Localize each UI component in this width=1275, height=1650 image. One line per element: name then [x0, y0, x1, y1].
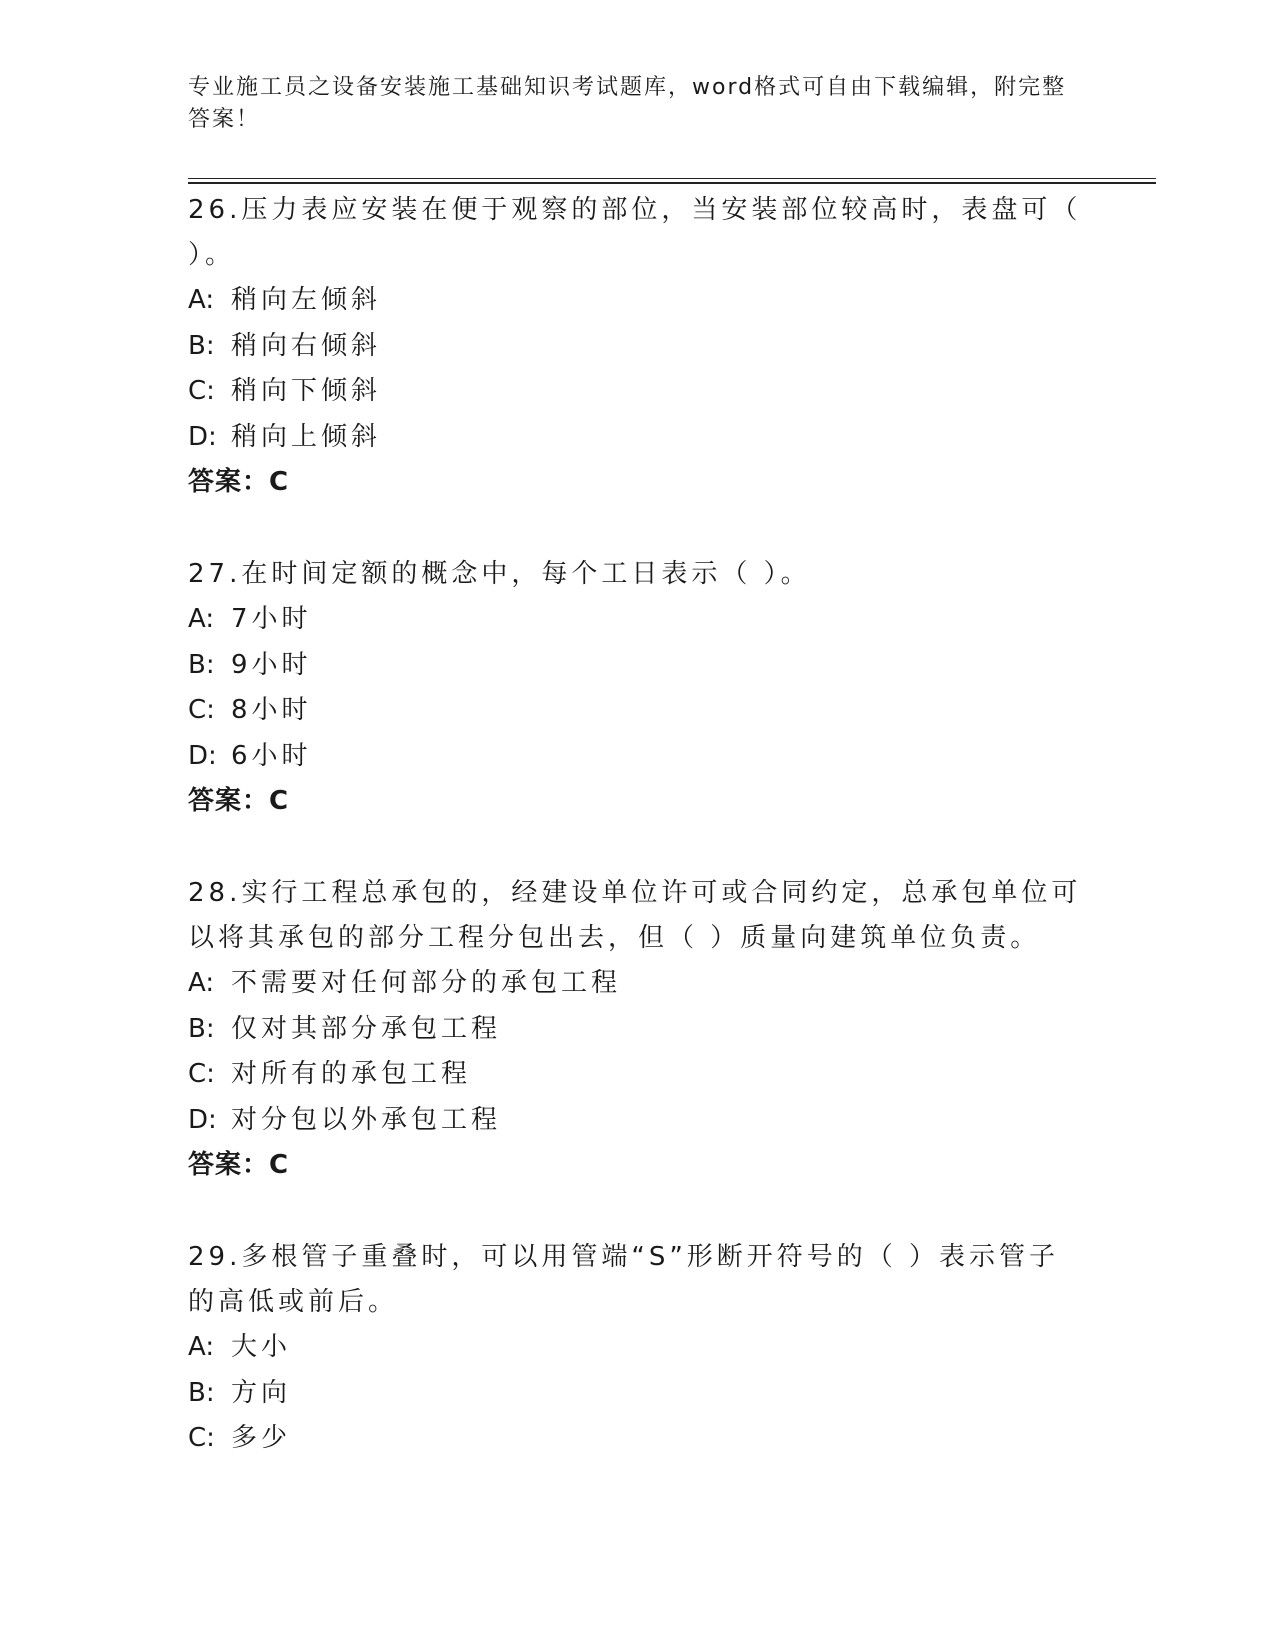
option-b	[188, 643, 1088, 689]
option-text: 8小时	[231, 695, 312, 725]
option-letter: A:	[188, 968, 215, 998]
option-d	[188, 734, 1088, 780]
option-letter: A:	[188, 285, 215, 315]
option-text: 稍向右倾斜	[231, 330, 382, 361]
option-d	[188, 1098, 1088, 1144]
option-letter: C:	[188, 1423, 215, 1453]
document-title: 专业施工员之设备安装施工基础知识考试题库，word格式可自由下载编辑，附完整答案！	[188, 75, 1067, 132]
question-stem: 28.实行工程总承包的，经建设单位许可或合同约定，总承包单位可以将其承包的部分工程分包出去，但（ ）质量向建筑单位负责。	[188, 878, 1082, 953]
answer: 答案：C	[188, 1150, 290, 1180]
header-rule-thick	[188, 182, 1156, 184]
question-stem: 26.压力表应安装在便于观察的部位，当安装部位较高时，表盘可（ ）。	[188, 195, 1082, 270]
option-letter: D:	[188, 1104, 217, 1135]
option-text: 多少	[231, 1423, 292, 1453]
option-c	[188, 688, 1088, 734]
option-b	[188, 324, 1088, 370]
option-text: 方向	[231, 1377, 292, 1408]
option-text: 6小时	[231, 740, 312, 771]
option-letter: A:	[188, 1332, 215, 1362]
option-b	[188, 1007, 1088, 1053]
option-letter: B:	[188, 330, 215, 361]
question-29	[188, 1235, 1088, 1462]
option-text: 稍向下倾斜	[231, 376, 382, 406]
question-stem: 27.在时间定额的概念中，每个工日表示（ ）。	[188, 559, 811, 589]
option-a	[188, 961, 1088, 1007]
option-c	[188, 1052, 1088, 1098]
option-a	[188, 1325, 1088, 1371]
question-stem: 29.多根管子重叠时，可以用管端“S”形断开符号的（ ）表示管子的高低或前后。	[188, 1242, 1060, 1317]
option-letter: D:	[188, 740, 217, 771]
option-text: 稍向上倾斜	[231, 421, 382, 452]
option-letter: C:	[188, 1059, 215, 1089]
option-letter: C:	[188, 695, 215, 725]
answer: 答案：C	[188, 786, 290, 816]
option-letter: B:	[188, 1377, 215, 1408]
option-b	[188, 1371, 1088, 1417]
option-d	[188, 415, 1088, 461]
option-c	[188, 369, 1088, 415]
option-letter: B:	[188, 649, 215, 680]
option-text: 仅对其部分承包工程	[231, 1013, 502, 1044]
option-text: 不需要对任何部分的承包工程	[231, 968, 622, 998]
option-letter: B:	[188, 1013, 215, 1044]
header-rule-thin	[188, 178, 1156, 179]
option-c	[188, 1416, 1088, 1462]
option-text: 大小	[231, 1332, 292, 1362]
question-26	[188, 188, 1088, 505]
option-text: 9小时	[231, 649, 312, 680]
option-letter: A:	[188, 604, 215, 634]
document-header	[188, 72, 1068, 136]
option-a	[188, 278, 1088, 324]
option-text: 7小时	[231, 604, 312, 634]
answer: 答案：C	[188, 467, 290, 497]
option-text: 稍向左倾斜	[231, 285, 382, 315]
option-a	[188, 597, 1088, 643]
question-27	[188, 552, 1088, 824]
option-text: 对所有的承包工程	[231, 1059, 472, 1089]
option-letter: D:	[188, 421, 217, 452]
question-list	[188, 188, 1088, 1509]
option-letter: C:	[188, 376, 215, 406]
question-28	[188, 871, 1088, 1188]
option-text: 对分包以外承包工程	[231, 1104, 502, 1135]
